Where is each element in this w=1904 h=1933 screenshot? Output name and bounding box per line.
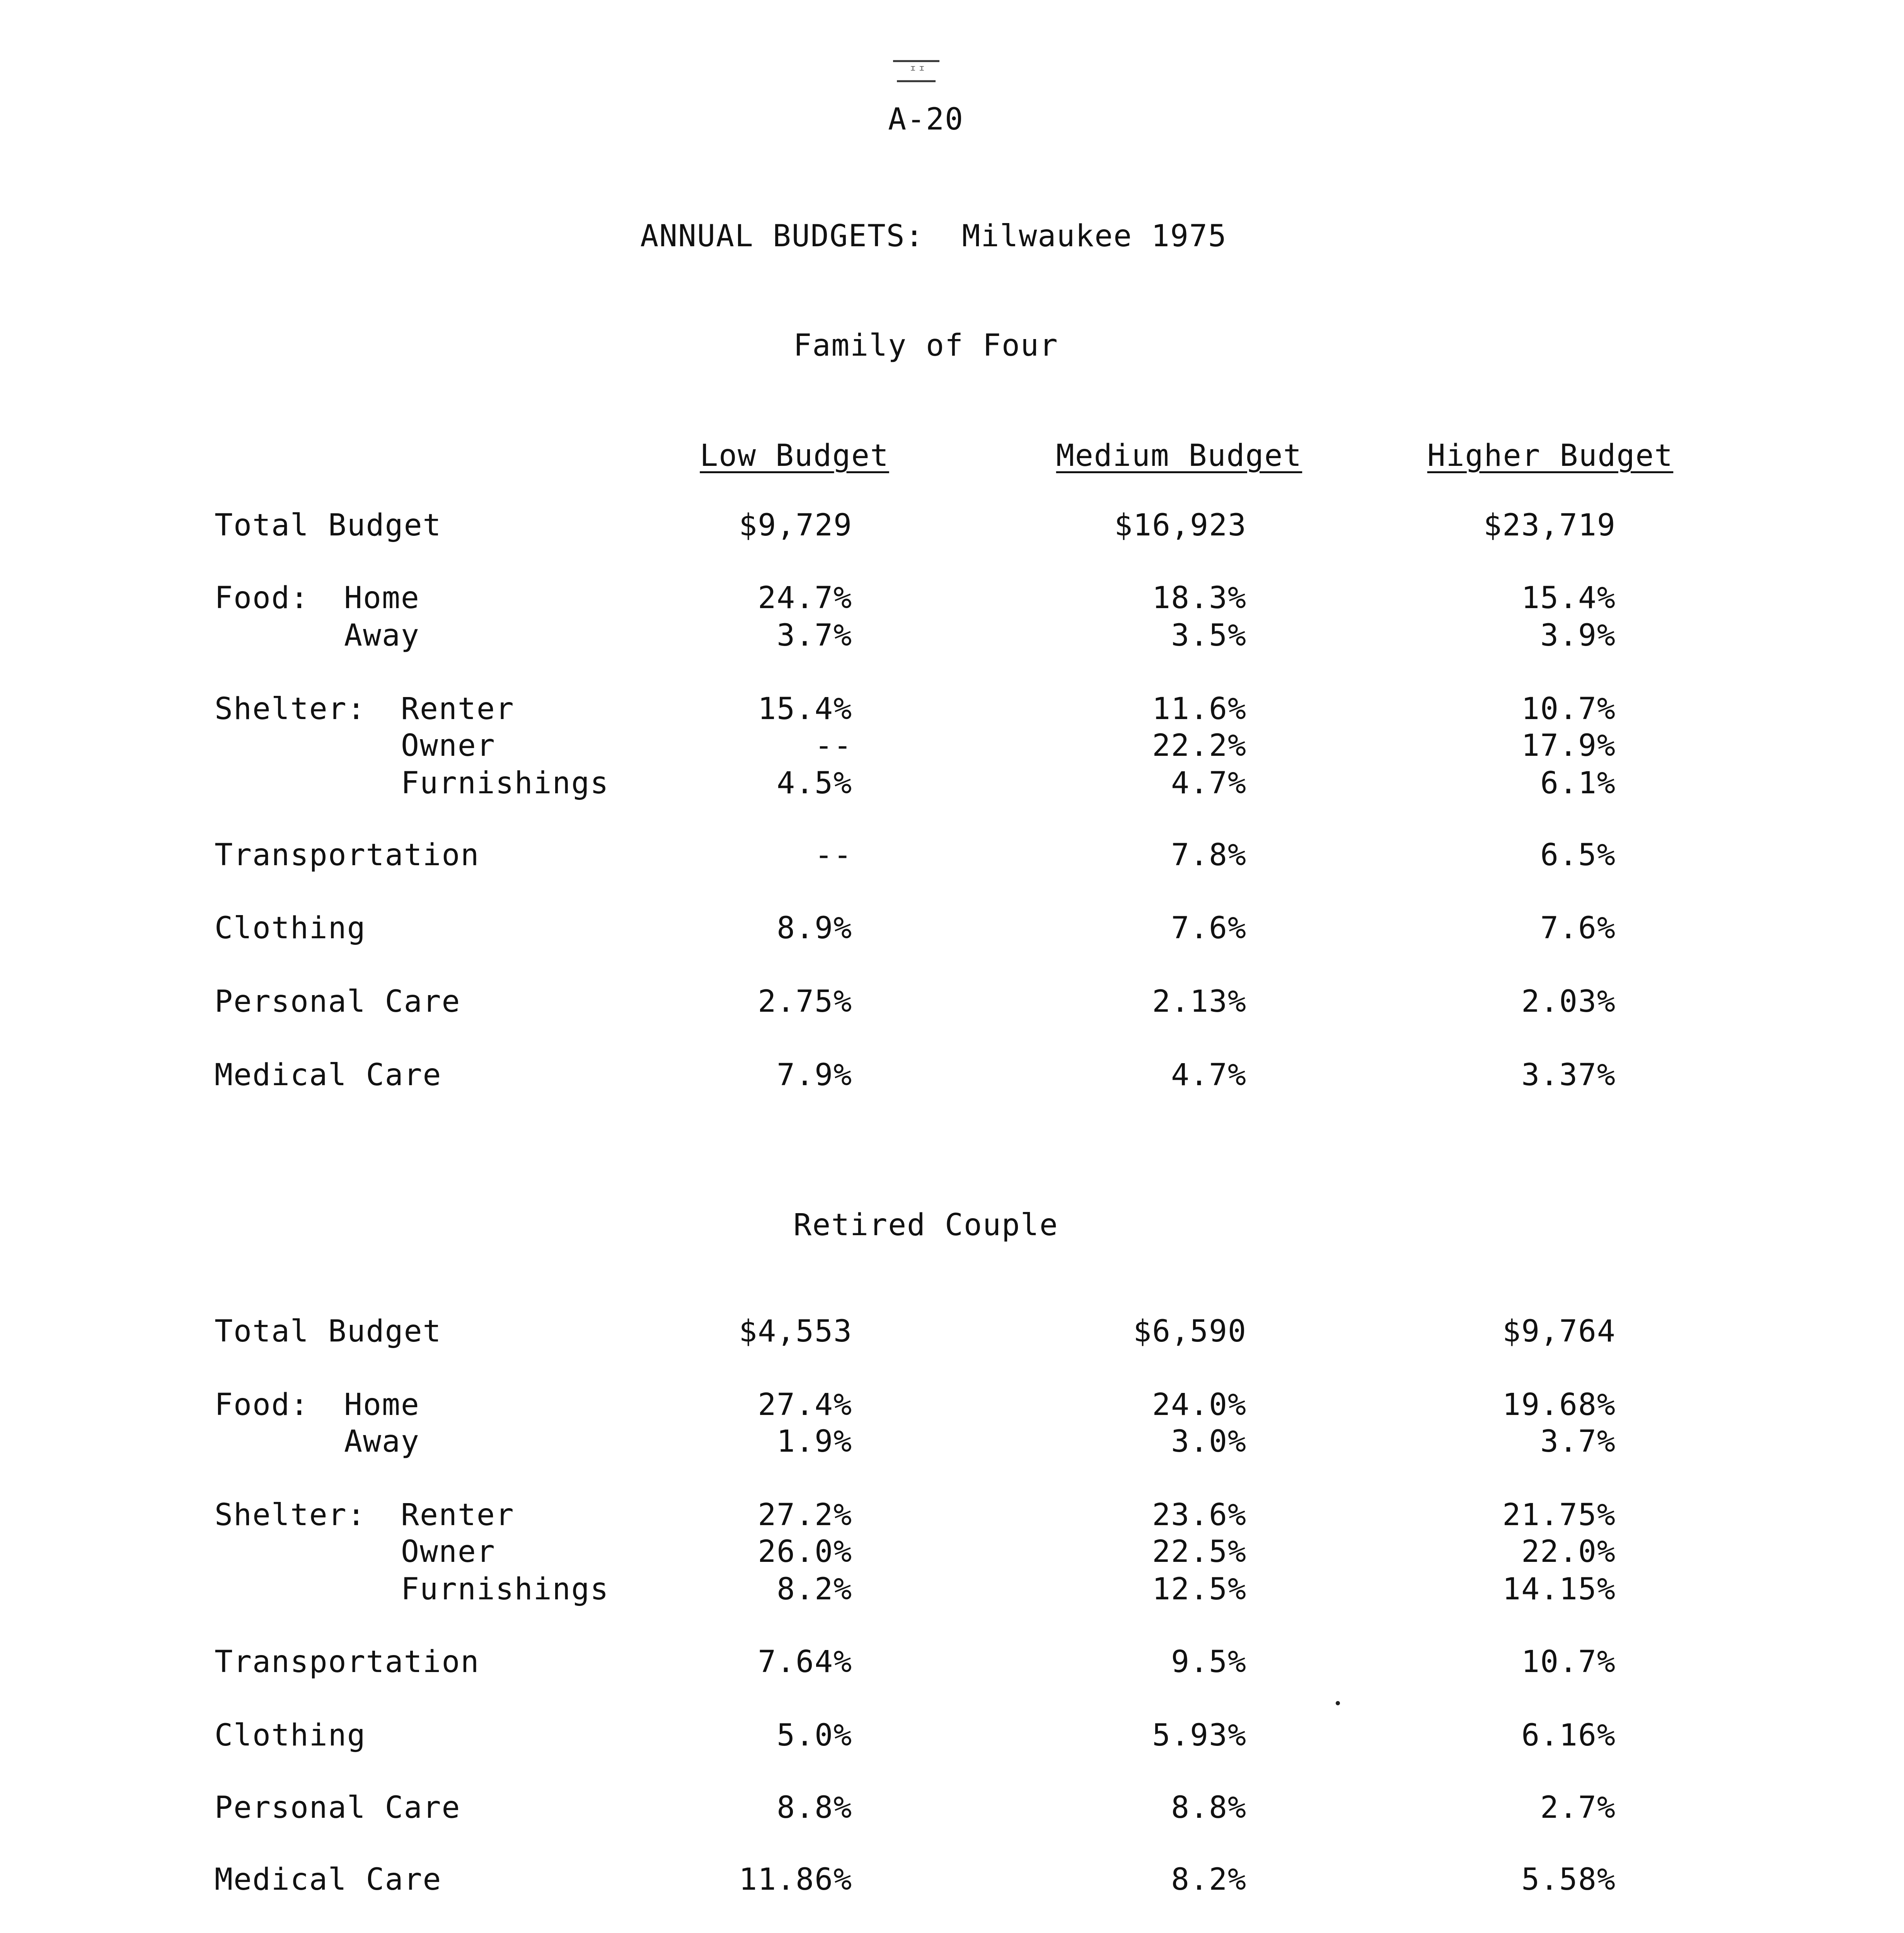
cell-higher-budget: 3.9% bbox=[1540, 618, 1616, 653]
row-label: Food: bbox=[215, 581, 309, 615]
cell-higher-budget: 21.75% bbox=[1502, 1498, 1616, 1532]
cell-higher-budget: 6.16% bbox=[1521, 1718, 1616, 1753]
column-header-medium: Medium Budget bbox=[1056, 438, 1302, 473]
page-title: ANNUAL BUDGETS: Milwaukee 1975 bbox=[640, 219, 1227, 254]
cell-low-budget: -- bbox=[815, 838, 852, 873]
cell-higher-budget: 19.68% bbox=[1502, 1388, 1616, 1422]
svg-text:ᶦᶦ: ᶦᶦ bbox=[909, 62, 926, 79]
cell-higher-budget: 3.7% bbox=[1540, 1424, 1616, 1459]
cell-medium-budget: 2.13% bbox=[1152, 984, 1247, 1019]
cell-medium-budget: $6,590 bbox=[1133, 1314, 1247, 1349]
page-number: A-20 bbox=[888, 102, 964, 137]
cell-low-budget: 8.8% bbox=[777, 1790, 852, 1825]
row-label: Shelter: bbox=[215, 1498, 366, 1532]
row-sublabel: Renter bbox=[401, 1498, 515, 1532]
row-sublabel: Owner bbox=[401, 728, 496, 763]
row-label: Total Budget bbox=[215, 508, 442, 543]
cell-medium-budget: 8.2% bbox=[1171, 1862, 1247, 1897]
cell-medium-budget: 7.8% bbox=[1171, 838, 1247, 873]
row-label: Shelter: bbox=[215, 692, 366, 726]
cell-medium-budget: 4.7% bbox=[1171, 766, 1247, 801]
cell-low-budget: 1.9% bbox=[777, 1424, 852, 1459]
cell-low-budget: $9,729 bbox=[739, 508, 852, 543]
cell-higher-budget: 10.7% bbox=[1521, 1645, 1616, 1679]
cell-low-budget: 26.0% bbox=[758, 1534, 852, 1569]
row-label: Transportation bbox=[215, 838, 480, 873]
cell-higher-budget: 2.03% bbox=[1521, 984, 1616, 1019]
cell-medium-budget: 9.5% bbox=[1171, 1645, 1247, 1679]
cell-low-budget: 7.9% bbox=[777, 1058, 852, 1093]
row-label: Personal Care bbox=[215, 984, 461, 1019]
cell-higher-budget: 2.7% bbox=[1540, 1790, 1616, 1825]
row-label: Medical Care bbox=[215, 1862, 442, 1897]
cell-medium-budget: 18.3% bbox=[1152, 581, 1247, 615]
cell-higher-budget: $9,764 bbox=[1502, 1314, 1616, 1349]
row-label: Personal Care bbox=[215, 1790, 461, 1825]
row-label: Total Budget bbox=[215, 1314, 442, 1349]
row-sublabel: Home bbox=[344, 581, 420, 615]
cell-higher-budget: 15.4% bbox=[1521, 581, 1616, 615]
cell-higher-budget: 3.37% bbox=[1521, 1058, 1616, 1093]
cell-low-budget: 7.64% bbox=[758, 1645, 852, 1679]
cell-medium-budget: 5.93% bbox=[1152, 1718, 1247, 1753]
page-stamp-icon bbox=[885, 58, 947, 85]
column-header-higher: Higher Budget bbox=[1427, 438, 1674, 473]
cell-medium-budget: 3.0% bbox=[1171, 1424, 1247, 1459]
row-sublabel: Away bbox=[344, 618, 420, 653]
cell-low-budget: 27.4% bbox=[758, 1388, 852, 1422]
cell-higher-budget: $23,719 bbox=[1483, 508, 1616, 543]
cell-medium-budget: $16,923 bbox=[1114, 508, 1247, 543]
section-heading: Retired Couple bbox=[793, 1208, 1059, 1243]
section-heading: Family of Four bbox=[793, 328, 1059, 363]
row-label: Clothing bbox=[215, 911, 366, 946]
cell-higher-budget: 6.1% bbox=[1540, 766, 1616, 801]
column-header-low: Low Budget bbox=[700, 438, 889, 473]
cell-low-budget: 4.5% bbox=[777, 766, 852, 801]
cell-low-budget: 24.7% bbox=[758, 581, 852, 615]
cell-higher-budget: 10.7% bbox=[1521, 692, 1616, 726]
cell-medium-budget: 23.6% bbox=[1152, 1498, 1247, 1532]
cell-higher-budget: 17.9% bbox=[1521, 728, 1616, 763]
cell-medium-budget: 22.5% bbox=[1152, 1534, 1247, 1569]
cell-low-budget: 27.2% bbox=[758, 1498, 852, 1532]
cell-low-budget: 3.7% bbox=[777, 618, 852, 653]
cell-medium-budget: 22.2% bbox=[1152, 728, 1247, 763]
row-label: Medical Care bbox=[215, 1058, 442, 1093]
cell-higher-budget: 7.6% bbox=[1540, 911, 1616, 946]
cell-higher-budget: 14.15% bbox=[1502, 1572, 1616, 1607]
cell-medium-budget: 8.8% bbox=[1171, 1790, 1247, 1825]
cell-medium-budget: 3.5% bbox=[1171, 618, 1247, 653]
cell-low-budget: 15.4% bbox=[758, 692, 852, 726]
row-sublabel: Home bbox=[344, 1388, 420, 1422]
row-label: Transportation bbox=[215, 1645, 480, 1679]
stray-dot bbox=[1336, 1701, 1340, 1705]
cell-higher-budget: 6.5% bbox=[1540, 838, 1616, 873]
cell-medium-budget: 12.5% bbox=[1152, 1572, 1247, 1607]
cell-medium-budget: 4.7% bbox=[1171, 1058, 1247, 1093]
cell-low-budget: $4,553 bbox=[739, 1314, 852, 1349]
cell-medium-budget: 11.6% bbox=[1152, 692, 1247, 726]
row-sublabel: Renter bbox=[401, 692, 515, 726]
cell-medium-budget: 24.0% bbox=[1152, 1388, 1247, 1422]
cell-low-budget: 5.0% bbox=[777, 1718, 852, 1753]
row-sublabel: Away bbox=[344, 1424, 420, 1459]
row-sublabel: Owner bbox=[401, 1534, 496, 1569]
row-sublabel: Furnishings bbox=[401, 1572, 609, 1607]
cell-low-budget: -- bbox=[815, 728, 852, 763]
row-label: Clothing bbox=[215, 1718, 366, 1753]
cell-medium-budget: 7.6% bbox=[1171, 911, 1247, 946]
cell-higher-budget: 22.0% bbox=[1521, 1534, 1616, 1569]
cell-higher-budget: 5.58% bbox=[1521, 1862, 1616, 1897]
cell-low-budget: 8.2% bbox=[777, 1572, 852, 1607]
row-sublabel: Furnishings bbox=[401, 766, 609, 801]
cell-low-budget: 11.86% bbox=[739, 1862, 852, 1897]
cell-low-budget: 8.9% bbox=[777, 911, 852, 946]
row-label: Food: bbox=[215, 1388, 309, 1422]
cell-low-budget: 2.75% bbox=[758, 984, 852, 1019]
